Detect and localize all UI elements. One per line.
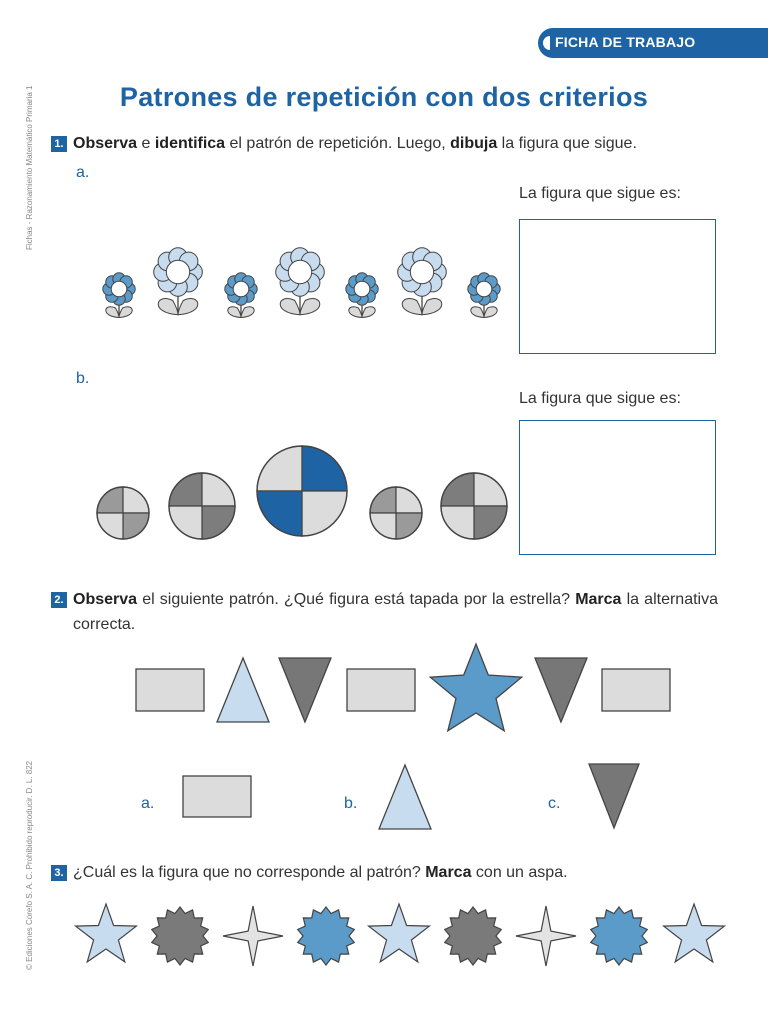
quartered-circle-small xyxy=(370,487,422,539)
q1-part-2: identifica xyxy=(154,135,226,152)
small-flower xyxy=(346,273,378,318)
option-b-label[interactable]: b. xyxy=(344,795,358,812)
pattern-triangle-up xyxy=(217,658,269,722)
question-1-number: 1. xyxy=(51,136,67,152)
figure-sparkle-3[interactable] xyxy=(223,906,283,966)
question-1a-label: a. xyxy=(76,164,90,181)
small-flower xyxy=(225,273,257,318)
q1-part-0: Observa xyxy=(73,135,138,152)
sidebar-bottom-text: © Ediciones Corefo S. A. C. Prohibido reproducir. D. L. 822 xyxy=(25,760,34,970)
q1-part-4: dibuja xyxy=(450,135,498,152)
question-1b-label: b. xyxy=(76,370,90,387)
big-flower xyxy=(398,248,447,315)
big-flower xyxy=(276,248,325,315)
figure-star-light-9[interactable] xyxy=(664,904,725,962)
option-b-triangle-up[interactable] xyxy=(379,765,431,829)
figure-burst-gray-6[interactable] xyxy=(445,907,502,965)
option-a-label[interactable]: a. xyxy=(141,795,155,812)
q2-part-3: la alternativa correcta. xyxy=(73,591,718,633)
pattern-triangle-down xyxy=(279,658,331,722)
q3-part-1: Marca xyxy=(425,864,472,881)
q1-part-1: e xyxy=(137,135,155,152)
big-flower xyxy=(154,248,203,315)
option-c-label[interactable]: c. xyxy=(548,795,561,812)
figure-star-light-1[interactable] xyxy=(76,904,137,962)
figure-burst-gray-2[interactable] xyxy=(152,907,209,965)
pattern-rectangle xyxy=(347,669,415,711)
q2-part-1: el siguiente patrón. ¿Qué figura está tapada por la estrella? xyxy=(137,591,576,608)
figure-star-light-5[interactable] xyxy=(369,904,430,962)
pattern-rectangle xyxy=(136,669,204,711)
q1-part-3: el patrón de repetición. Luego, xyxy=(225,135,451,152)
pattern-triangle-down xyxy=(535,658,587,722)
quartered-circle-small xyxy=(97,487,149,539)
question-2-number: 2. xyxy=(51,592,67,608)
pattern-rectangle xyxy=(602,669,670,711)
q3-part-2: con un aspa. xyxy=(471,864,568,881)
question-3-number: 3. xyxy=(51,865,67,881)
q2-part-2: Marca xyxy=(575,591,622,608)
small-flower xyxy=(468,273,500,318)
figure-sparkle-7[interactable] xyxy=(516,906,576,966)
sidebar-top-text: Fichas - Razonamiento Matemático Primaria 1 xyxy=(25,85,34,250)
quartered-circle-large xyxy=(257,446,347,536)
question-1a-hint: La figura que sigue es: xyxy=(519,185,681,202)
quartered-circle-medium xyxy=(441,473,507,539)
pattern-star-cover xyxy=(430,644,521,731)
q2-part-0: Observa xyxy=(73,591,138,608)
quartered-circle-medium xyxy=(169,473,235,539)
option-c-triangle-down[interactable] xyxy=(589,764,639,828)
badge-label: FICHA DE TRABAJO xyxy=(555,34,696,50)
page-title: Patrones de repetición con dos criterios xyxy=(119,82,649,112)
question-1b-hint: La figura que sigue es: xyxy=(519,390,681,407)
q3-part-0: ¿Cuál es la figura que no corresponde al patrón? xyxy=(73,864,426,881)
q1-part-5: la figura que sigue. xyxy=(497,135,637,152)
figure-burst-blue-8[interactable] xyxy=(591,907,648,965)
figure-burst-blue-4[interactable] xyxy=(298,907,355,965)
option-a-rectangle[interactable] xyxy=(183,776,251,817)
small-flower xyxy=(103,273,135,318)
